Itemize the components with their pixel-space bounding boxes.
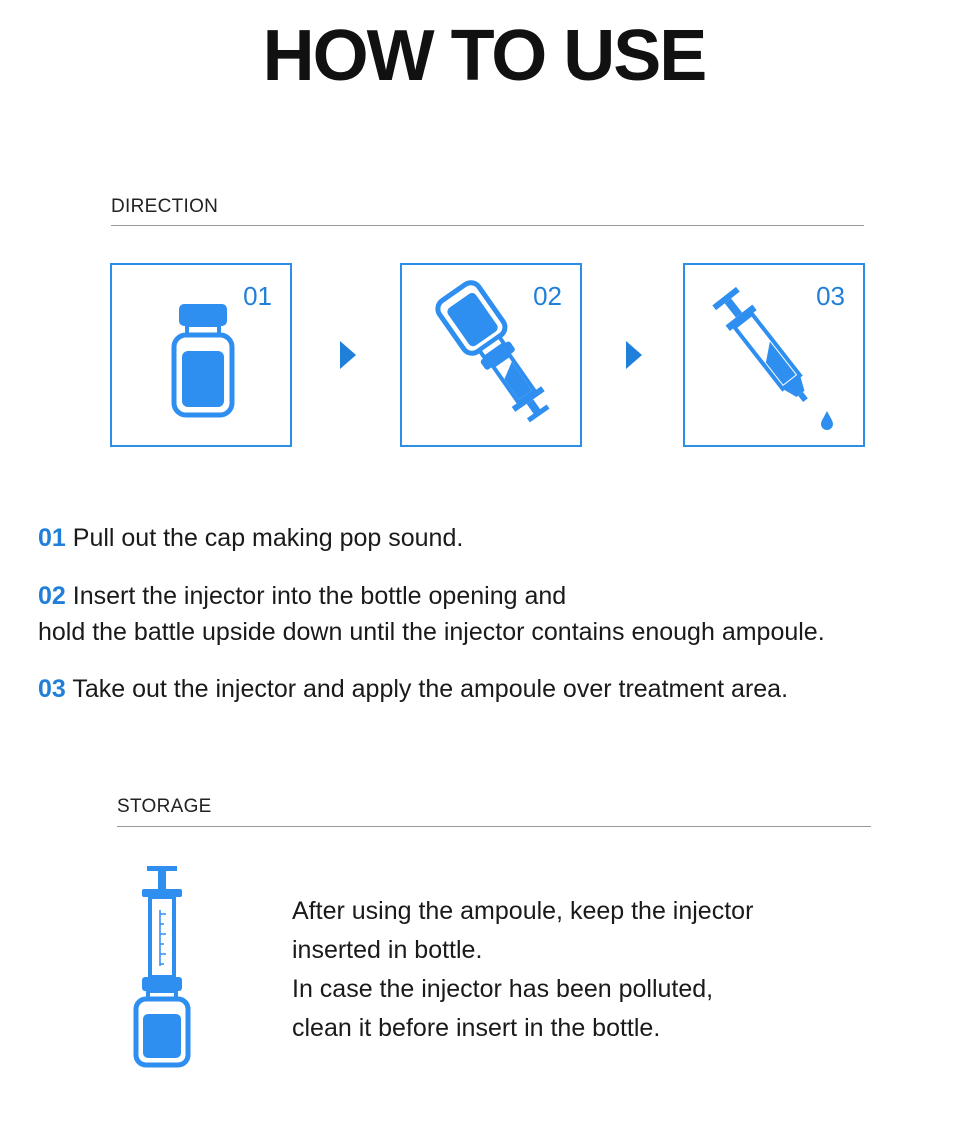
page-title: HOW TO USE (262, 16, 706, 96)
inverted-bottle-with-injector-icon (402, 265, 580, 445)
instruction-03-number: 03 (38, 675, 66, 703)
storage-divider (117, 826, 871, 827)
storage-label: STORAGE (117, 796, 212, 817)
step-01-box (110, 263, 292, 447)
instruction-02-text-line2: hold the battle upside down until the injector contains enough ampoule. (38, 618, 825, 646)
direction-divider (111, 225, 864, 226)
instruction-03 (38, 671, 788, 707)
storage-line-4: clean it before insert in the bottle. (292, 1014, 661, 1042)
step-03-number: 03 (816, 281, 845, 311)
arrow-right-icon (340, 341, 356, 369)
instruction-01-text: Pull out the cap making pop sound. (72, 524, 464, 552)
step-02-number: 02 (533, 281, 562, 311)
injector-in-bottle-icon (122, 862, 202, 1072)
instruction-01-number: 01 (38, 524, 66, 552)
direction-label: DIRECTION (111, 196, 219, 217)
storage-line-2: inserted in bottle. (292, 936, 483, 964)
instruction-02-text-line1: Insert the injector into the bottle opening and (72, 582, 567, 610)
instruction-02 (38, 578, 825, 650)
step-01-number: 01 (243, 281, 272, 311)
ampoule-bottle-icon (112, 265, 290, 445)
instruction-01 (38, 520, 463, 556)
step-03-box (683, 263, 865, 447)
instruction-02-number: 02 (38, 582, 66, 610)
instruction-03-text: Take out the injector and apply the ampoule over treatment area. (72, 675, 789, 703)
arrow-right-icon (626, 341, 642, 369)
storage-line-3: In case the injector has been polluted, (292, 975, 714, 1003)
storage-description (292, 892, 753, 1048)
step-02-box (400, 263, 582, 447)
storage-line-1: After using the ampoule, keep the injector (292, 897, 754, 925)
injector-dropping-icon (685, 265, 863, 445)
